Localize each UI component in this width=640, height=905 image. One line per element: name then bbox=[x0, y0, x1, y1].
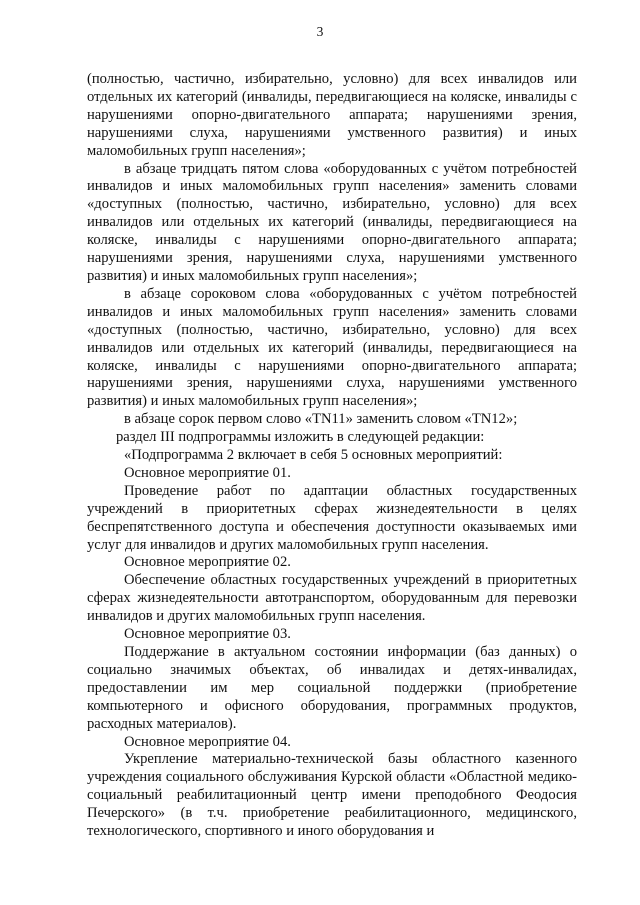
paragraph-amendment-41: в абзаце сорок первом слово «TN11» заменить словом «TN12»; bbox=[124, 411, 518, 428]
paragraph-main-activity-02: Обеспечение областных государственных учреждений в приоритетных сферах жизнедеятельности автотранспортом, оборудованным для перевозки инвалидов и других маломобильных групп населения. bbox=[87, 572, 577, 625]
heading-main-activity-03: Основное мероприятие 03. bbox=[124, 626, 291, 643]
page-number: 3 bbox=[316, 24, 324, 39]
paragraph-main-activity-04: Укрепление материально-технической базы областного казенного учреждения социального обслуживания Курской области «Областной медико-социальный реабилитационный центр имени преподобного Феодосия Печерского» (в т.ч. приобретение реабилитационного, медицинского, технологического, спортивного и иного оборудования и bbox=[87, 751, 577, 840]
heading-main-activity-04: Основное мероприятие 04. bbox=[124, 733, 291, 750]
paragraph-main-activity-01: Проведение работ по адаптации областных государственных учреждений в приоритетных сферах жизнедеятельности в целях беспрепятственного доступа и обеспечения доступности оказываемых ими услуг для инвалидов и других маломобильных групп населения. bbox=[87, 482, 577, 553]
paragraph-section-3-intro: раздел III подпрограммы изложить в следующей редакции: bbox=[116, 429, 485, 446]
paragraph-subprogram-2-intro: «Подпрограмма 2 включает в себя 5 основных мероприятий: bbox=[124, 447, 503, 464]
heading-main-activity-01: Основное мероприятие 01. bbox=[124, 464, 291, 481]
paragraph-main-activity-03: Поддержание в актуальном состоянии информации (баз данных) о социально значимых объектах, об инвалидах и детях-инвалидах, предоставлении им мер социальной поддержки (приобретение компьютерного и офисного оборудования, программных продуктов, расходных материалов). bbox=[87, 644, 577, 732]
document-body bbox=[87, 71, 577, 841]
paragraph-continuation: (полностью, частично, избирательно, условно) для всех инвалидов или отдельных их категорий (инвалиды, передвигающиеся на коляске, инвалиды с нарушениями опорно-двигательного аппарата; нарушениями зрения, нарушениями слуха, нарушениями умственного развития) и иных маломобильных групп населения»; bbox=[87, 71, 577, 159]
paragraph-amendment-40: в абзаце сороковом слова «оборудованных с учётом потребностей инвалидов и иных маломобильных групп населения» заменить словами «доступных (полностью, частично, избирательно, условно) для всех инвалидов или отдельных их категорий (инвалиды, передвигающиеся на коляске, инвалиды с нарушениями опорно-двигательного аппарата; нарушениями зрения, нарушениями слуха, нарушениями умственного развития) и иных маломобильных групп населения»; bbox=[87, 285, 577, 410]
paragraph-amendment-35: в абзаце тридцать пятом слова «оборудованных с учётом потребностей инвалидов и иных маломобильных групп населения» заменить словами «доступных (полностью, частично, избирательно, условно) для всех инвалидов или отдельных их категорий (инвалиды, передвигающиеся на коляске, инвалиды с нарушениями опорно-двигательного аппарата; нарушениями зрения, нарушениями слуха, нарушениями умственного развития) и иных маломобильных групп населения»; bbox=[87, 160, 577, 284]
heading-main-activity-02: Основное мероприятие 02. bbox=[124, 554, 291, 571]
